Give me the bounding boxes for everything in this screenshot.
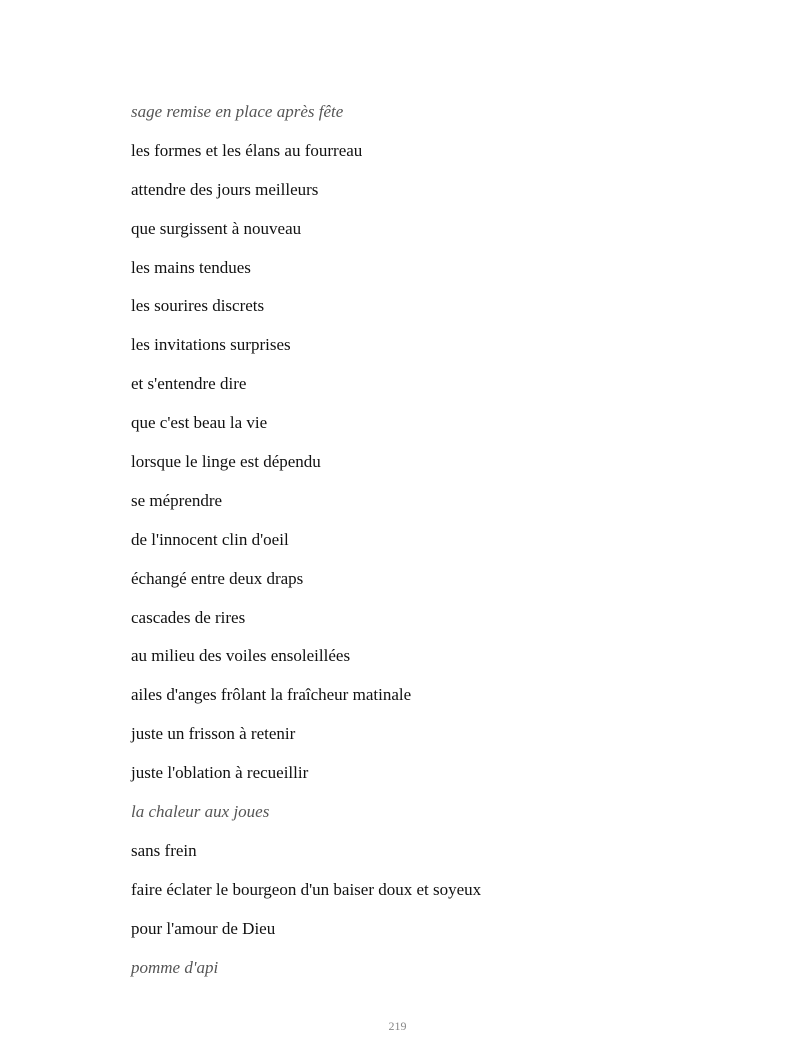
poem-line-5: les mains tendues — [131, 257, 251, 277]
poem-line-3: attendre des jours meilleurs — [131, 179, 319, 199]
poem-line-14: cascades de rires — [131, 607, 246, 627]
poem-line-16: ailes d'anges frôlant la fraîcheur matinale — [131, 685, 412, 705]
poem-line-22: pour l'amour de Dieu — [131, 918, 276, 938]
poem-line-4: que surgissent à nouveau — [131, 218, 302, 238]
poem-line-11: se méprendre — [131, 490, 223, 510]
poem-line-12: de l'innocent clin d'oeil — [131, 529, 289, 549]
poem-line-9: que c'est beau la vie — [131, 413, 268, 433]
poem-line-21: faire éclater le bourgeon d'un baiser doux et soyeux — [131, 879, 482, 899]
poem-line-10: lorsque le linge est dépendu — [131, 452, 321, 472]
poem-body — [131, 99, 481, 993]
poem-line-13: échangé entre deux draps — [131, 568, 304, 588]
poem-line-2: les formes et les élans au fourreau — [131, 140, 363, 160]
poem-line-23: pomme d'api — [131, 957, 219, 977]
poem-line-6: les sourires discrets — [131, 296, 265, 316]
poem-line-15: au milieu des voiles ensoleillées — [131, 646, 351, 666]
poem-line-7: les invitations surprises — [131, 335, 291, 355]
poem-line-8: et s'entendre dire — [131, 374, 247, 394]
page-number: 219 — [388, 1019, 407, 1033]
poem-line-17: juste un frisson à retenir — [131, 724, 296, 744]
poem-line-19: la chaleur aux joues — [131, 802, 270, 822]
poem-line-18: juste l'oblation à recueillir — [131, 763, 309, 783]
poem-line-20: sans frein — [131, 840, 197, 860]
poem-line-1: sage remise en place après fête — [131, 102, 344, 121]
